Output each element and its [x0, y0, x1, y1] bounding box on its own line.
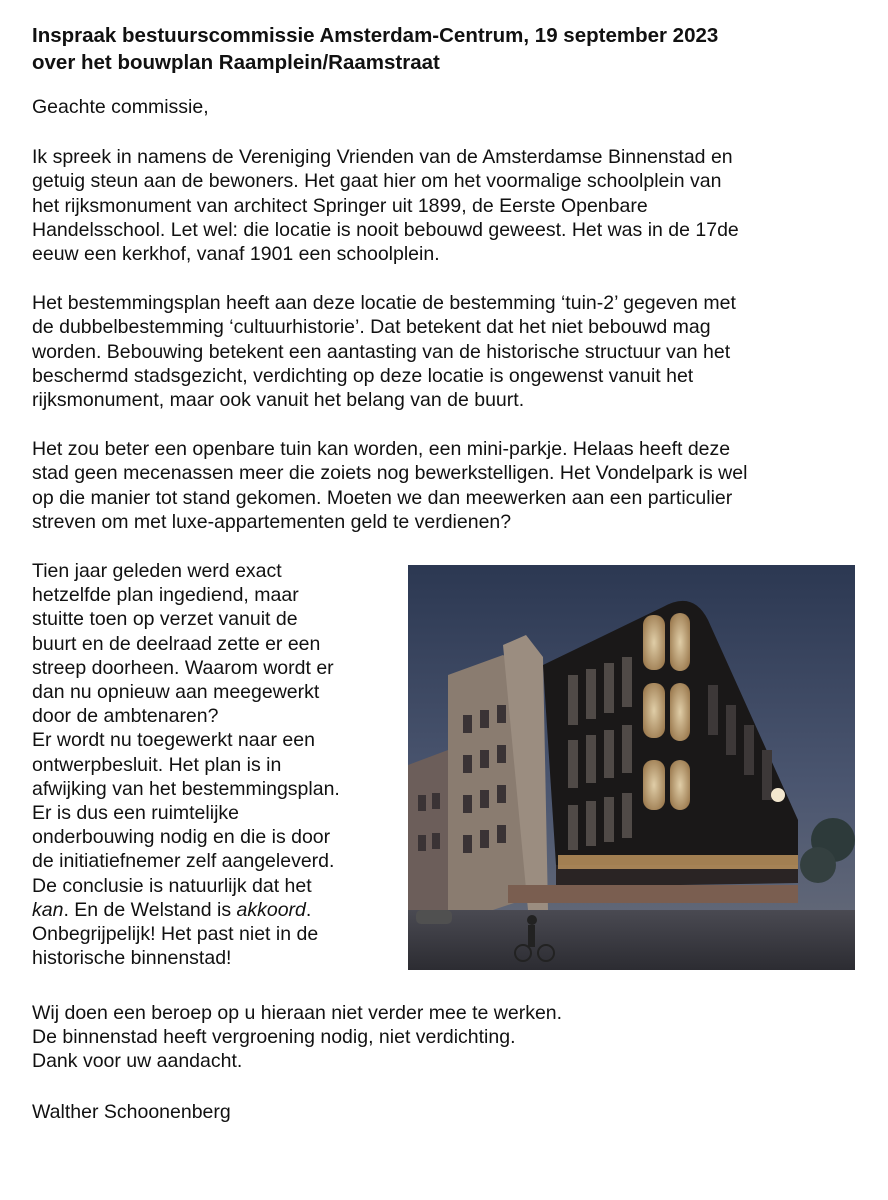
text-line: door de ambtenaren? — [32, 705, 219, 728]
text-line: Er is dus een ruimtelijke — [32, 802, 239, 825]
text-line: onderbouwing nodig en die is door — [32, 826, 331, 849]
paragraph-1 — [32, 145, 862, 266]
text-line: Het zou beter een openbare tuin kan worden, een mini-parkje. Helaas heeft deze — [32, 438, 731, 461]
text-line: stuitte toen op verzet vanuit de — [32, 608, 298, 631]
closing-paragraph — [32, 1001, 862, 1074]
text-line: op die manier tot stand gekomen. Moeten we dan meewerken aan een particulier — [32, 486, 733, 509]
text-line: hetzelfde plan ingediend, maar — [32, 584, 299, 607]
text-line: Tien jaar geleden werd exact — [32, 560, 282, 583]
text-line: de dubbelbestemming ‘cultuurhistorie’. Dat betekent dat het niet bebouwd mag — [32, 316, 711, 339]
text-line: ontwerpbesluit. Het plan is in — [32, 753, 282, 776]
text-line: beschermd stadsgezicht, verdichting op deze locatie is ongewenst vanuit het — [32, 364, 694, 387]
text-line: stad geen mecenassen meer die zoiets nog bewerkstelligen. Het Vondelpark is wel — [32, 462, 748, 485]
text-line-mixed — [32, 898, 402, 922]
text-line: dan nu opnieuw aan meegewerkt — [32, 681, 320, 704]
text-line: afwijking van het bestemmingsplan. — [32, 777, 340, 800]
text-line: het rijksmonument van architect Springer uit 1899, de Eerste Openbare — [32, 194, 648, 217]
paragraph-3 — [32, 437, 862, 534]
title-line: over het bouwplan Raamplein/Raamstraat — [32, 51, 440, 74]
letter — [32, 22, 862, 1124]
text-line: Onbegrijpelijk! Het past niet in de — [32, 923, 319, 946]
text-line: de initiatiefnemer zelf aangeleverd. — [32, 850, 335, 873]
text-line: buurt en de deelraad zette er een — [32, 632, 321, 655]
text-line: historische binnenstad! — [32, 947, 232, 970]
text-line: De conclusie is natuurlijk dat het — [32, 874, 312, 897]
text-line: streep doorheen. Waarom wordt er — [32, 656, 334, 679]
text-line: De binnenstad heeft vergroening nodig, niet verdichting. — [32, 1026, 516, 1049]
text-line: eeuw een kerkhof, vanaf 1901 een schoolplein. — [32, 243, 440, 266]
text-line: getuig steun aan de bewoners. Het gaat hier om het voormalige schoolplein van — [32, 170, 722, 193]
text-line: Het bestemmingsplan heeft aan deze locatie de bestemming ‘tuin-2’ gegeven met — [32, 292, 736, 315]
text-line: Er wordt nu toegewerkt naar een — [32, 729, 315, 752]
building-rendering-icon — [408, 565, 855, 970]
text-line: rijksmonument, maar ook vanuit het belang van de buurt. — [32, 389, 525, 412]
text-line: Ik spreek in namens de Vereniging Vrienden van de Amsterdamse Binnenstad en — [32, 146, 733, 169]
salutation: Geachte commissie, — [32, 96, 209, 118]
text-line: streven om met luxe-appartementen geld te verdienen? — [32, 510, 512, 533]
emphasis-akkoord: akkoord — [236, 898, 306, 921]
paragraph-4-with-image — [32, 559, 862, 981]
paragraph-4 — [32, 559, 402, 970]
title-line: Inspraak bestuurscommissie Amsterdam-Centrum, 19 september 2023 — [32, 24, 719, 47]
building-rendering-image — [408, 565, 855, 970]
text-line: worden. Bebouwing betekent een aantasting van de historische structuur van het — [32, 340, 731, 363]
text-line: Handelsschool. Let wel: die locatie is nooit bebouwd geweest. Het was in de 17de — [32, 218, 739, 241]
signature: Walther Schoonenberg — [32, 1100, 231, 1123]
letter-title — [32, 22, 862, 76]
text-fragment: . En de Welstand is — [63, 898, 237, 921]
text-fragment: . — [305, 898, 312, 921]
paragraph-2 — [32, 291, 862, 412]
emphasis-kan: kan — [32, 898, 64, 921]
text-line: Wij doen een beroep op u hieraan niet verder mee te werken. — [32, 1002, 563, 1025]
text-line: Dank voor uw aandacht. — [32, 1050, 243, 1073]
